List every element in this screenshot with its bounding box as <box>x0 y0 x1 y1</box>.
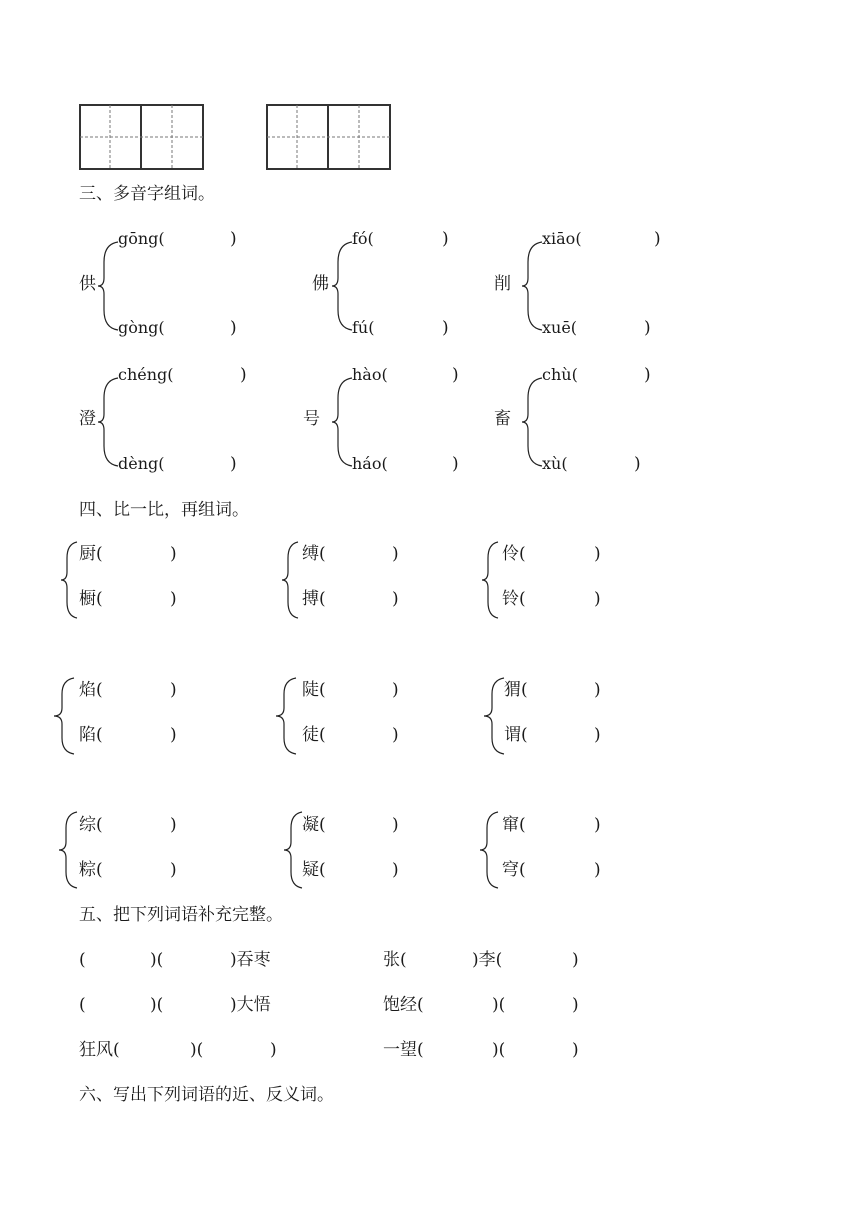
close-paren: ) <box>594 589 601 609</box>
close-paren: ) <box>230 318 237 338</box>
idiom-part: )( <box>492 1040 506 1060</box>
close-paren: ) <box>594 725 601 745</box>
polyphone-char: 佛 <box>312 274 329 294</box>
close-paren: ) <box>442 229 449 249</box>
idiom-part: 狂风( <box>79 1040 120 1060</box>
close-paren: ) <box>230 454 237 474</box>
brace-icon <box>96 240 120 332</box>
compare-bottom: 陷( <box>79 725 103 745</box>
brace-icon <box>482 676 506 756</box>
idiom-part: )( <box>150 995 164 1015</box>
section-3-title: 三、多音字组词。 <box>79 184 215 204</box>
compare-top: 凝( <box>302 815 326 835</box>
compare-bottom: 橱( <box>79 589 103 609</box>
polyphone-top: chéng( <box>118 365 174 384</box>
close-paren: ) <box>594 860 601 880</box>
idiom-part: ) <box>572 1040 579 1060</box>
close-paren: ) <box>170 589 177 609</box>
close-paren: ) <box>594 544 601 564</box>
close-paren: ) <box>392 725 399 745</box>
polyphone-bottom: xuē( <box>542 318 578 337</box>
polyphone-bottom: háo( <box>352 454 388 473</box>
close-paren: ) <box>594 680 601 700</box>
close-paren: ) <box>452 454 459 474</box>
idiom-part: 饱经( <box>383 995 424 1015</box>
close-paren: ) <box>634 454 641 474</box>
brace-icon <box>52 676 76 756</box>
brace-icon <box>59 540 79 620</box>
idiom-part: 张( <box>383 950 407 970</box>
polyphone-bottom: dèng( <box>118 454 165 473</box>
close-paren: ) <box>644 365 651 385</box>
close-paren: ) <box>170 680 177 700</box>
section-6-title: 六、写出下列词语的近、反义词。 <box>79 1085 334 1105</box>
compare-top: 窜( <box>502 815 526 835</box>
polyphone-top: fó( <box>352 229 374 248</box>
compare-top: 焰( <box>79 680 103 700</box>
close-paren: ) <box>240 365 247 385</box>
close-paren: ) <box>654 229 661 249</box>
brace-icon <box>96 376 120 468</box>
brace-icon <box>274 676 298 756</box>
idiom-part: ) <box>270 1040 277 1060</box>
compare-bottom: 穹( <box>502 860 526 880</box>
close-paren: ) <box>442 318 449 338</box>
polyphone-bottom: xù( <box>542 454 568 473</box>
polyphone-top: gōng( <box>118 229 165 248</box>
idiom-part: ( <box>79 995 86 1015</box>
close-paren: ) <box>170 860 177 880</box>
compare-bottom: 铃( <box>502 589 526 609</box>
close-paren: ) <box>644 318 651 338</box>
close-paren: ) <box>392 589 399 609</box>
polyphone-char: 畜 <box>494 409 511 429</box>
polyphone-top: chù( <box>542 365 578 384</box>
compare-bottom: 谓( <box>504 725 528 745</box>
close-paren: ) <box>170 544 177 564</box>
idiom-part: )( <box>492 995 506 1015</box>
close-paren: ) <box>452 365 459 385</box>
close-paren: ) <box>594 815 601 835</box>
polyphone-char: 供 <box>79 274 96 294</box>
close-paren: ) <box>392 680 399 700</box>
compare-bottom: 疑( <box>302 860 326 880</box>
polyphone-top: xiāo( <box>542 229 582 248</box>
polyphone-bottom: fú( <box>352 318 375 337</box>
polyphone-bottom: gòng( <box>118 318 165 337</box>
compare-top: 厨( <box>79 544 103 564</box>
compare-top: 猬( <box>504 680 528 700</box>
close-paren: ) <box>392 860 399 880</box>
compare-top: 陡( <box>302 680 326 700</box>
section-5-title: 五、把下列词语补充完整。 <box>79 905 283 925</box>
polyphone-top: hào( <box>352 365 388 384</box>
idiom-part: ) <box>572 995 579 1015</box>
brace-icon <box>282 810 304 890</box>
polyphone-char: 号 <box>303 409 320 429</box>
idiom-part: )李( <box>472 950 503 970</box>
close-paren: ) <box>392 815 399 835</box>
brace-icon <box>330 376 354 468</box>
polyphone-char: 削 <box>494 274 511 294</box>
brace-icon <box>480 540 500 620</box>
compare-top: 伶( <box>502 544 526 564</box>
idiom-part: )( <box>190 1040 204 1060</box>
brace-icon <box>478 810 500 890</box>
close-paren: ) <box>392 544 399 564</box>
close-paren: ) <box>170 725 177 745</box>
close-paren: ) <box>230 229 237 249</box>
writing-grid-left <box>79 104 204 170</box>
idiom-part: )大悟 <box>230 995 271 1015</box>
brace-icon <box>57 810 79 890</box>
writing-grid-right <box>266 104 391 170</box>
idiom-part: 一望( <box>383 1040 424 1060</box>
compare-top: 缚( <box>302 544 326 564</box>
idiom-part: )( <box>150 950 164 970</box>
idiom-part: ) <box>572 950 579 970</box>
compare-top: 综( <box>79 815 103 835</box>
polyphone-char: 澄 <box>79 409 96 429</box>
brace-icon <box>520 240 544 332</box>
compare-bottom: 粽( <box>79 860 103 880</box>
idiom-part: )吞枣 <box>230 950 271 970</box>
section-4-title: 四、比一比，再组词。 <box>79 500 249 520</box>
compare-bottom: 徒( <box>302 725 326 745</box>
close-paren: ) <box>170 815 177 835</box>
brace-icon <box>280 540 300 620</box>
idiom-part: ( <box>79 950 86 970</box>
brace-icon <box>520 376 544 468</box>
brace-icon <box>330 240 354 332</box>
compare-bottom: 搏( <box>302 589 326 609</box>
